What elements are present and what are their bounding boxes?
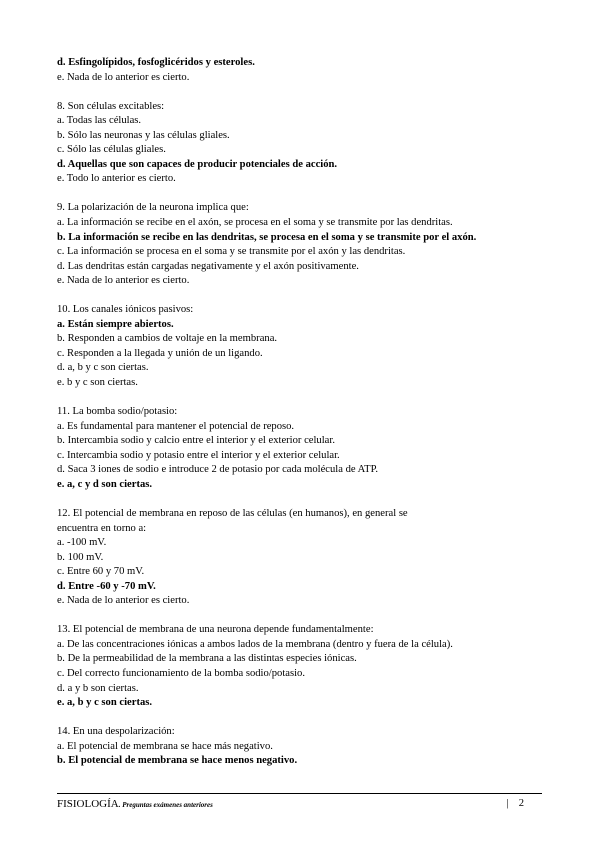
question-block — [57, 623, 557, 710]
question-text: 14. En una despolarización: — [57, 726, 175, 738]
question-text: 12. El potencial de membrana en reposo de las células (en humanos), en general se — [57, 507, 408, 519]
answer-option: b. De la permeabilidad de la membrana a las distintas especies iónicas. — [57, 653, 357, 665]
answer-option: a. -100 mV. — [57, 537, 107, 549]
answer-option-correct: d. Entre -60 y -70 mV. — [57, 580, 156, 592]
question-block — [57, 725, 557, 769]
footer-subject: FISIOLOGÍA — [57, 798, 119, 810]
answer-option-correct: b. El potencial de membrana se hace menos negativo. — [57, 755, 298, 767]
question-text: 9. La polarización de la neurona implica que: — [57, 202, 249, 214]
answer-option-correct: d. Aquellas que son capaces de producir potenciales de acción. — [57, 158, 338, 170]
question-block — [57, 201, 557, 288]
answer-option: d. a y b son ciertas. — [57, 682, 139, 694]
answer-option: d. Las dendritas están cargadas negativamente y el axón positivamente. — [57, 260, 359, 272]
answer-option-correct: b. La información se recibe en las dendritas, se procesa en el soma y se transmite por el axón. — [57, 231, 477, 243]
footer-divider — [57, 793, 542, 794]
answer-option: c. Sólo las células gliales. — [57, 144, 166, 156]
answer-option: a. Todas las células. — [57, 115, 142, 127]
question-block — [57, 405, 557, 492]
answer-option-correct: a. Están siempre abiertos. — [57, 318, 174, 330]
answer-option: c. La información se procesa en el soma y se transmite por el axón y las dendritas. — [57, 246, 406, 258]
page-number: 2 — [518, 798, 524, 809]
answer-option: a. El potencial de membrana se hace más negativo. — [57, 740, 273, 752]
question-text: 10. Los canales iónicos pasivos: — [57, 304, 194, 316]
answer-option: e. Todo lo anterior es cierto. — [57, 173, 176, 185]
answer-option: e. Nada de lo anterior es cierto. — [57, 275, 190, 287]
answer-option: c. Del correcto funcionamiento de la bomba sodio/potasio. — [57, 667, 305, 679]
answer-option: e. b y c son ciertas. — [57, 377, 138, 389]
answer-option-correct: e. a, c y d son ciertas. — [57, 478, 153, 490]
question-block — [57, 303, 557, 390]
question-block — [57, 56, 557, 85]
answer-option: b. Intercambia sodio y calcio entre el interior y el exterior celular. — [57, 435, 335, 447]
answer-option: b. Sólo las neuronas y las células gliales. — [57, 129, 230, 141]
answer-option: d. Saca 3 iones de sodio e introduce 2 de potasio por cada molécula de ATP. — [57, 464, 378, 476]
page-footer — [57, 797, 542, 812]
footer-separator: | — [506, 798, 509, 809]
answer-option: c. Responden a la llegada y unión de un ligando. — [57, 347, 263, 359]
answer-option-correct: d. Esfingolípidos, fosfoglicéridos y esteroles. — [57, 57, 255, 68]
footer-subtitle: . Preguntas exámenes anteriores — [118, 801, 213, 809]
answer-option: d. a, b y c son ciertas. — [57, 362, 149, 374]
question-text: 8. Son células excitables: — [57, 100, 165, 112]
answer-option: a. La información se recibe en el axón, se procesa en el soma y se transmite por las dendritas. — [57, 217, 453, 229]
question-text: 13. El potencial de membrana de una neurona depende fundamentalmente: — [57, 624, 374, 636]
answer-option: e. Nada de lo anterior es cierto. — [57, 595, 190, 607]
answer-option: b. 100 mV. — [57, 551, 104, 563]
answer-option: a. Es fundamental para mantener el potencial de reposo. — [57, 420, 295, 432]
document-body — [57, 56, 557, 769]
question-text: 11. La bomba sodio/potasio: — [57, 406, 178, 418]
answer-option-correct: e. a, b y c son ciertas. — [57, 697, 153, 709]
answer-option: a. De las concentraciones iónicas a ambos lados de la membrana (dentro y fuera de la célula). — [57, 638, 453, 650]
question-block — [57, 100, 557, 187]
answer-option: c. Intercambia sodio y potasio entre el interior y el exterior celular. — [57, 449, 340, 461]
answer-option: e. Nada de lo anterior es cierto. — [57, 71, 190, 83]
footer-pager — [507, 797, 524, 811]
answer-option: c. Entre 60 y 70 mV. — [57, 566, 145, 578]
question-text-continued: encuentra en torno a: — [57, 522, 147, 534]
answer-option: b. Responden a cambios de voltaje en la membrana. — [57, 333, 278, 345]
question-block — [57, 507, 557, 609]
